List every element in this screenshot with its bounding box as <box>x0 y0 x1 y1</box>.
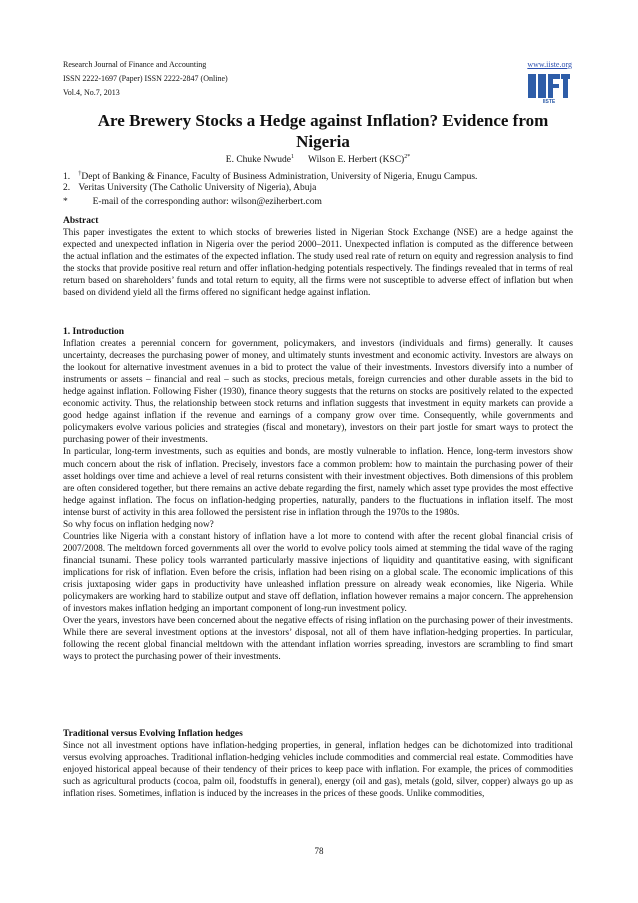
author-2: Wilson E. Herbert (KSC) <box>308 155 405 166</box>
author-1-sup: 1 <box>290 154 294 160</box>
corresponding-email: * E-mail of the corresponding author: wilson@eziherbert.com <box>63 197 322 207</box>
page-number: 78 <box>314 846 324 856</box>
traditional-hedges-heading: Traditional versus Evolving Inflation hedges <box>63 729 243 739</box>
running-header <box>63 58 228 100</box>
abstract-text: This paper investigates the extent to which stocks of breweries listed in Nigerian Stock Exchange (NSE) are a hedge against the expected and unexpected inflation in Nigeria over the period 2000–2011. Unexpected inflation is computed as the difference between the actual inflation and the estimates of the expected inflation. The study used real rate of return on equity and regression analysis to find the stocks that provide positive real return and offer inflation-hedging potentials respectively. The findings revealed that in terms of real return based on shareholders’ funds and total return to equity, all the firms were not susceptible to adverse effect of inflation but when based on dividend yield all the firms offered no significant hedge against inflation. <box>63 228 573 299</box>
author-2-sup: 2* <box>404 154 411 160</box>
journal-url-link[interactable]: www.iiste.org <box>527 60 572 69</box>
affiliation-1: 1. †Dept of Banking & Finance, Faculty of Business Administration, University of Nigeria, Enugu Campus. <box>63 171 478 183</box>
issn-line: ISSN 2222-1697 (Paper) ISSN 2222-2847 (Online) <box>63 74 228 83</box>
intro-paragraph: Countries like Nigeria with a constant history of inflation have a lot more to contend with after the recent global financial crisis of 2007/2008. The meltdown forced governments all over the world to evolve policy tools aimed at stemming the tidal wave of the raging financial tsunami. These policy tools warranted particularly massive injections of liquidity and quantitative easing, with significant implications for risk of inflation. Even before the crisis, inflation had been rising on a global scale. The economic implications of this crisis juxtaposing wider gaps in productivity have unleashed inflation pressure on already weak economies, like Nigeria. While policymakers are working hard to stabilize output and stave off deflation, inflation however remains a major concern. The apprehension of investors makes inflation hedging an important component of long-run investment policy. <box>63 531 573 615</box>
dagger-mark: † <box>78 171 82 177</box>
abstract-heading: Abstract <box>63 216 99 226</box>
abstract-section <box>63 215 573 299</box>
iiste-logo <box>526 72 572 104</box>
intro-paragraph: Inflation creates a perennial concern for government, policymakers, and investors (individuals and firms) generally. It causes uncertainty, decreases the purchasing power of money, and ultimately stunts investment and economic activity. Investors are always on the lookout for alternative investment avenues in a bid to protect the value of their investments. Investors diversify into a number of instruments or assets – financial and real – such as stocks, precious metals, foreign currencies and other durable assets in the bid to hedge against inflation. Following Fisher (1930), finance theory suggests that the returns on stocks are positively related to the expected economic activity. Thus, the relationship between stock returns and inflation suggests that investment in equity markets can provide a good hedge against inflation if the revenue and earnings of a company grow over time. Consequently, while governments and policymakers evolve various policies and strategies (fiscal and monetary), investors on their part jostle for smart ways to protect the purchasing power of their investments. <box>63 339 573 446</box>
introduction-section <box>63 326 573 663</box>
traditional-paragraph: Since not all investment options have inflation-hedging properties, in general, inflation hedges can be dichotomized into traditional versus evolving approaches. Traditional inflation-hedging vehicles include commodities and commercial real estate. Commodities have enjoyed historical appeal because of their tendency of their prices to keep pace with inflation. For example, the prices of commodities such as agricultural products (cocoa, palm oil, foodstuffs in general), energy (oil and gas), metals (gold, silver, copper) always go up as inflation rises. Sometimes, inflation is induced by the increases in the prices of these goods. Unlike commodities, <box>63 741 573 800</box>
paper-title: Are Brewery Stocks a Hedge against Inflation? Evidence from Nigeria <box>97 111 549 151</box>
intro-paragraph: So why focus on inflation hedging now? <box>63 519 214 530</box>
logo-text: IISTE <box>542 99 556 104</box>
author-line <box>63 154 573 165</box>
intro-paragraph: In particular, long-term investments, such as equities and bonds, are mostly vulnerable to inflation. Hence, long-term investors show much concern about the risk of inflation. Precisely, investors face a common problem: how to maintain the purchasing power of their asset holdings over time and achieve a level of real returns consistent with their investment objectives. Both dimensions of this problem are often considered together, but there remains an active debate regarding the first, namely which asset type provides the most effective hedge against inflation. The focus on inflation-hedging properties, naturally, panders to the fluctuations in inflation itself. The most intense burst of activity in this area followed the persistent rise in inflation through the 1970s to the 1980s. <box>63 447 573 518</box>
intro-paragraph: Over the years, investors have been concerned about the negative effects of rising inflation on the purchasing power of their investments. While there are several investment options at the investors’ disposal, not all of them have inflation-hedging properties. In particular, following the recent global financial meltdown with the attendant inflation worries spreading, investors are scrambling to find smart ways to protect the purchasing power of their investments. <box>63 616 573 663</box>
traditional-hedges-section <box>63 728 573 800</box>
volume-line: Vol.4, No.7, 2013 <box>63 88 120 97</box>
journal-name: Research Journal of Finance and Accounting <box>63 60 207 69</box>
introduction-heading: 1. Introduction <box>63 327 125 337</box>
author-1: E. Chuke Nwude <box>225 155 291 166</box>
affiliation-2: 2. Veritas University (The Catholic University of Nigeria), Abuja <box>63 183 317 193</box>
